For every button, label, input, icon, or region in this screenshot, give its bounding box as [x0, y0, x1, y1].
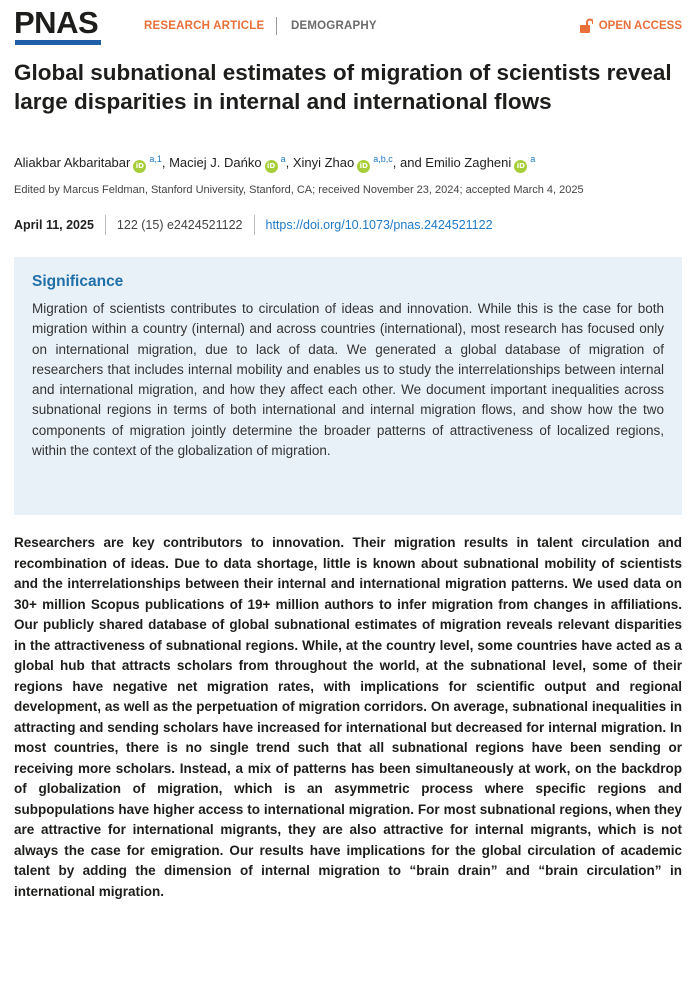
- significance-text: Migration of scientists contributes to circulation of ideas and innovation. While this is the case for both migration within a country (internal) and across countries (international), most research has focused only on international migration, due to lack of data. We generated a global database of migration of researchers that includes internal mobility and enables us to study the interrelationships between internal and international migration, and how they affect each other. We document important inequalities across subnational regions in terms of both international and internal migration flows, and show how the two components of migration jointly determine the broader patterns of attractiveness of localized regions, within the context of the globalization of migration.: [32, 301, 664, 459]
- open-access-label: OPEN ACCESS: [598, 20, 682, 32]
- pnas-logo[interactable]: [14, 5, 102, 46]
- doi-link[interactable]: https://doi.org/10.1073/pnas.2424521122: [265, 218, 493, 232]
- orcid-icon[interactable]: iD: [514, 160, 527, 173]
- author-entry: [425, 155, 535, 170]
- article-title: Global subnational estimates of migration of scientists reveal large disparities in internal and international flows: [14, 60, 672, 114]
- orcid-icon[interactable]: iD: [133, 160, 146, 173]
- editorial-history: Edited by Marcus Feldman, Stanford University, Stanford, CA; received November 23, 2024; accepted March 4, 2025: [14, 184, 584, 196]
- significance-box: [14, 257, 682, 515]
- author-affiliation[interactable]: a: [280, 154, 286, 164]
- author-affiliation[interactable]: a,1: [149, 154, 162, 164]
- author-name[interactable]: Aliakbar Akbaritabar: [14, 155, 131, 170]
- author-entry: [14, 155, 169, 170]
- citation-info: 122 (15) e2424521122: [116, 218, 243, 232]
- logo-underline: [15, 40, 101, 45]
- orcid-icon[interactable]: iD: [265, 160, 278, 173]
- author-entry: [293, 155, 425, 170]
- author-entry: [169, 155, 293, 170]
- orcid-icon[interactable]: iD: [357, 160, 370, 173]
- author-separator: ,: [161, 155, 170, 170]
- pubinfo-divider: [254, 215, 255, 235]
- author-name[interactable]: Xinyi Zhao: [292, 155, 355, 170]
- author-name[interactable]: Maciej J. Dańko: [169, 155, 262, 170]
- author-list: [14, 150, 684, 173]
- significance-heading: Significance: [32, 273, 124, 290]
- author-separator: , and: [392, 155, 426, 170]
- article-type-label: RESEARCH ARTICLE: [144, 20, 265, 32]
- journal-header: [14, 5, 682, 48]
- subject-link[interactable]: DEMOGRAPHY: [291, 20, 377, 32]
- author-affiliation[interactable]: a: [530, 154, 536, 164]
- pubinfo-divider: [105, 215, 106, 235]
- logo-text: PNAS: [14, 5, 99, 40]
- open-lock-icon: [579, 18, 593, 34]
- author-separator: ,: [285, 155, 293, 170]
- author-name[interactable]: Emilio Zagheni: [425, 155, 512, 170]
- abstract-text: Researchers are key contributors to innovation. Their migration results in talent circulation and recombination of ideas. Due to data shortage, little is known about subnational mobility of scientists and the interrelationships between their internal and international migration patterns. We used data on 30+ million Scopus publications of 19+ million authors to infer migration from changes in affiliations. Our publicly shared database of global subnational estimates of migration reveals relevant disparities in the attractiveness of subnational regions. While, at the country level, some countries have acted as a global hub that attracts scholars from throughout the world, at the subnational level, some of their regions have negative net migration rates, with implications for scientific output and regional development, as well as the perpetuation of migration corridors. On average, subnational inequalities in attracting and sending scholars have increased for international but decreased for internal migration. In most countries, there is no single trend such that all subnational regions have been sending or receiving more scholars. Instead, a mix of patterns has been simultaneously at work, on the backdrop of globalization of migration, which is an asymmetric process where specific regions and subpopulations have higher access to international migration. For most subnational regions, when they are attractive for international migrants, they are also attractive for internal migrants, which is not always the case for emigration. Our results have implications for the global circulation of academic talent by adding the dimension of internal migration to “brain drain” and “brain circulation” in international migration.: [14, 535, 682, 899]
- author-affiliation[interactable]: a,b,c: [373, 154, 393, 164]
- publication-date: April 11, 2025: [14, 218, 94, 232]
- open-access-badge: [579, 18, 682, 34]
- publication-info: [14, 214, 493, 236]
- header-divider: [276, 17, 277, 35]
